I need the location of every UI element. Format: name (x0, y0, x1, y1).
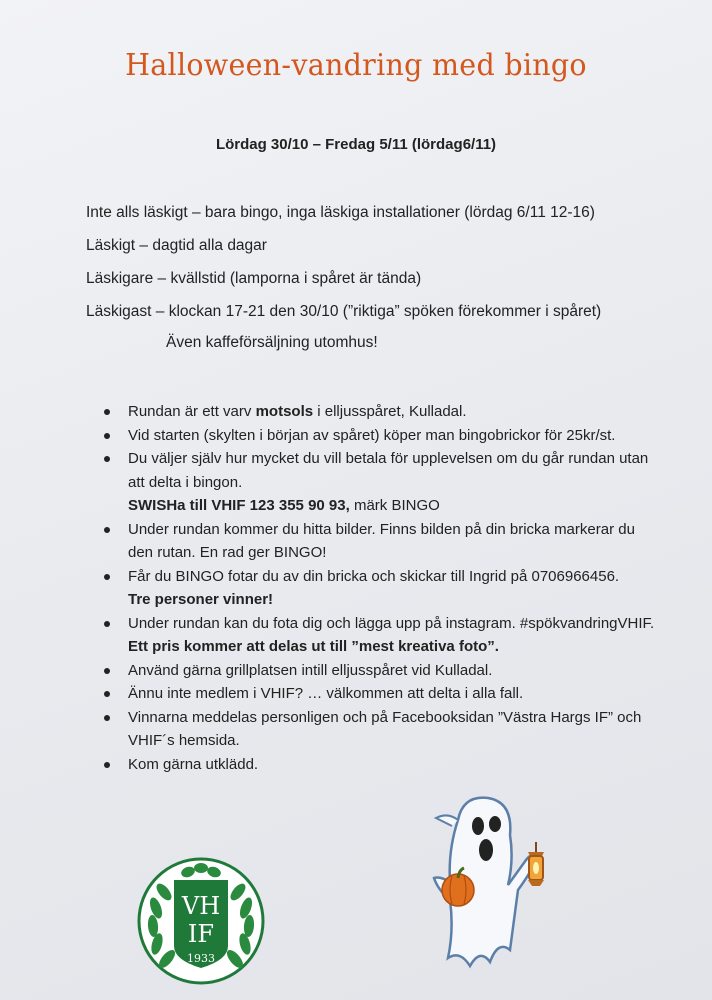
info-item (100, 400, 660, 424)
swish-number: SWISHa till VHIF 123 355 90 93, (128, 497, 350, 514)
info-text: Under rundan kommer du hitta bilder. Finns bilden på din bricka markerar du den rutan. En rad ger BINGO! (128, 520, 635, 561)
info-text: i elljusspåret, Kulladal. (313, 403, 467, 420)
info-text: Vid starten (skylten i början av spåret) köper man bingobrickor för 25kr/st. (128, 426, 616, 444)
ghost-eye-left (472, 817, 484, 835)
info-bold: Ett pris kommer att delas ut till ”mest kreativa foto”. (128, 638, 499, 655)
bullet-dot (104, 691, 110, 697)
bullet-dot (104, 433, 110, 439)
logo-year: 1933 (187, 952, 215, 965)
coffee-note: Även kaffeförsäljning utomhus! (166, 334, 378, 351)
info-bold: Tre personer vinner! (128, 591, 274, 608)
scare-levels (86, 203, 601, 335)
event-dates: Lördag 30/10 – Fredag 5/11 (lördag6/11) (215, 136, 497, 153)
ghost-mouth (479, 839, 493, 861)
info-item (100, 753, 660, 777)
info-text: Får du BINGO fotar du av din bricka och skickar till Ingrid på 0706966456. (128, 567, 620, 585)
info-item (100, 447, 660, 518)
info-list (100, 400, 660, 776)
info-item (100, 682, 660, 706)
scare-level-item: Läskigast – klockan 17-21 den 30/10 (”riktiga” spöken förekommer i spåret) (86, 303, 602, 320)
info-item (100, 565, 660, 612)
bullet-dot (104, 574, 110, 580)
info-text: Ännu inte medlem i VHIF? … välkommen att delta i alla fall. (128, 685, 524, 702)
bullet-dot (104, 715, 110, 721)
info-item (100, 659, 660, 683)
bullet-dot (104, 762, 110, 768)
bullet-dot (104, 456, 110, 462)
lantern-base (528, 880, 544, 886)
ghost-wisp (436, 815, 458, 826)
info-text: Kom gärna utklädd. (128, 755, 259, 773)
info-item (100, 518, 660, 565)
info-text: märk BINGO (349, 497, 440, 514)
bullet-dot (104, 668, 110, 674)
ghost-eye-right (489, 816, 501, 832)
info-text: Rundan är ett varv (128, 403, 256, 420)
info-text: Använd gärna grillplatsen intill elljusspåret vid Kulladal. (128, 661, 493, 679)
scare-level-item: Läskigt – dagtid alla dagar (86, 237, 267, 254)
scare-level-item: Läskigare – kvällstid (lamporna i spåret är tända) (86, 270, 422, 287)
info-bold: motsols (255, 403, 314, 420)
scare-level-item: Inte alls läskigt – bara bingo, inga läskiga installationer (lördag 6/11 12-16) (86, 204, 595, 221)
info-text: Du väljer själv hur mycket du vill betala för upplevelsen om du går rundan utan att delta i bingon. (128, 450, 649, 491)
flyer-title: Halloween-vandring med bingo (125, 48, 587, 83)
lantern-flame (533, 862, 539, 874)
info-item (100, 612, 660, 659)
bullet-dot (104, 621, 110, 627)
logo-text-if: IF (187, 920, 215, 948)
logo-text-vh: VH (181, 892, 221, 920)
info-text: Vinnarna meddelas personligen och på Facebooksidan ”Västra Hargs IF” och VHIF´s hemsida. (128, 708, 642, 749)
info-text: Under rundan kan du fota dig och lägga upp på instagram. #spökvandringVHIF. (128, 614, 655, 632)
bullet-dot (104, 527, 110, 533)
pumpkin-icon (442, 874, 474, 906)
info-item (100, 706, 660, 753)
ghost-illustration-icon (418, 790, 558, 975)
info-item (100, 424, 660, 448)
bullet-dot (104, 409, 110, 415)
vhif-logo (136, 856, 266, 986)
